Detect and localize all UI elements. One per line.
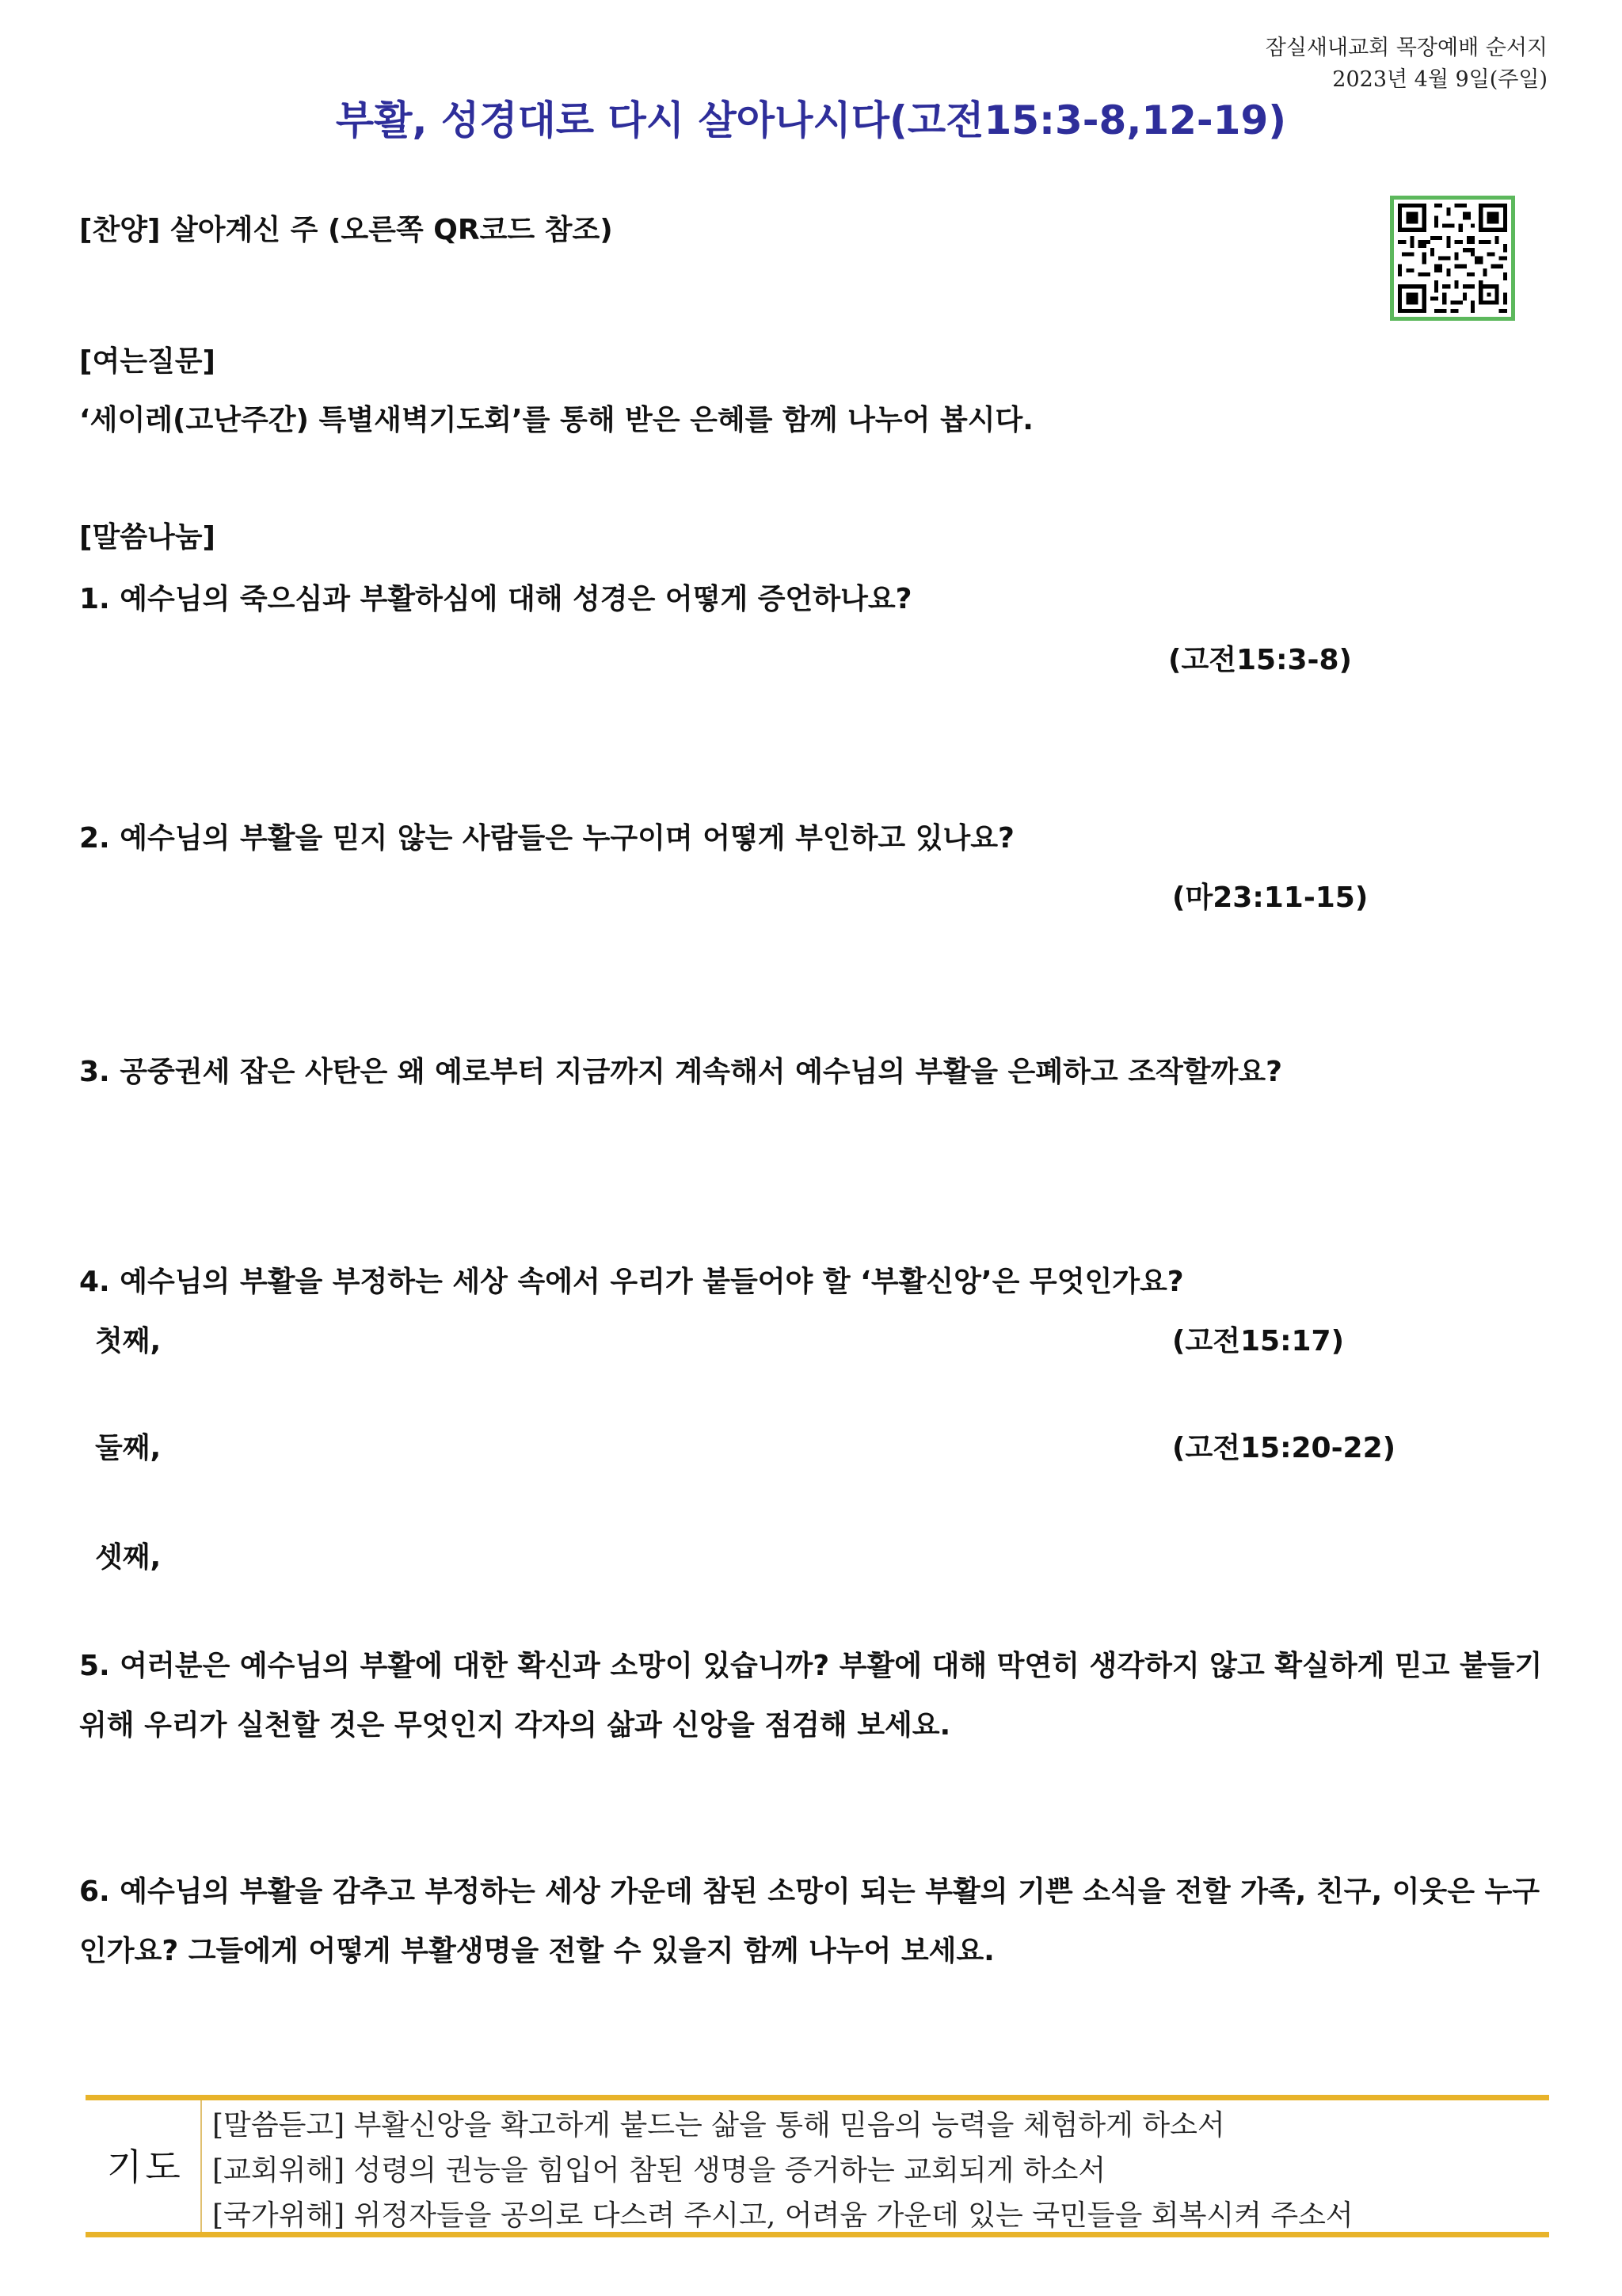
- question-4-third: 셋째,: [95, 1541, 162, 1574]
- header-org-line: 잠실새내교회 목장예배 순서지: [1265, 36, 1548, 60]
- question-2-ref: (마23:11-15): [1172, 881, 1369, 914]
- question-6-line-1: 6. 예수님의 부활을 감추고 부정하는 세상 가운데 참된 소망이 되는 부활의 기쁜 소식을 전할 가족, 친구, 이웃은 누구: [79, 1875, 1540, 1908]
- question-1: 1. 예수님의 죽으심과 부활하심에 대해 성경은 어떻게 증언하나요?: [79, 583, 912, 615]
- qr-code[interactable]: [1390, 196, 1515, 321]
- question-3: 3. 공중권세 잡은 사탄은 왜 예로부터 지금까지 계속해서 예수님의 부활을 은폐하고 조작할까요?: [79, 1056, 1282, 1088]
- question-5-line-2: 위해 우리가 실천할 것은 무엇인지 각자의 삶과 신앙을 점검해 보세요.: [79, 1709, 951, 1742]
- prayer-line-3: [국가위해] 위정자들을 공의로 다스려 주시고, 어려움 가운데 있는 국민들을 회복시켜 주소서: [212, 2199, 1354, 2232]
- question-4: 4. 예수님의 부활을 부정하는 세상 속에서 우리가 붙들어야 할 ‘부활신앙’은 무엇인가요?: [79, 1266, 1184, 1298]
- question-5-line-1: 5. 여러분은 예수님의 부활에 대한 확신과 소망이 있습니까? 부활에 대해 막연히 생각하지 않고 확실하게 믿고 붙들기: [79, 1650, 1543, 1682]
- opening-label: [여는질문]: [79, 345, 216, 378]
- question-1-ref: (고전15:3-8): [1168, 644, 1352, 676]
- praise-label: [찬양]: [79, 214, 161, 246]
- opening-text: ‘세이레(고난주간) 특별새벽기도회’를 통해 받은 은혜를 함께 나누어 봅시다.: [79, 404, 1034, 436]
- page-title: 부활, 성경대로 다시 살아나시다(고전15:3-8,12-19): [335, 97, 1287, 143]
- header-date-line: 2023년 4월 9일(주일): [1332, 67, 1548, 92]
- question-4-second-ref: (고전15:20-22): [1172, 1432, 1396, 1464]
- prayer-divider: [200, 2100, 202, 2232]
- question-4-first-ref: (고전15:17): [1172, 1325, 1345, 1357]
- qr-code-icon: [1394, 200, 1511, 317]
- question-4-second: 둘째,: [95, 1432, 162, 1464]
- praise-text: 살아계신 주 (오른쪽 QR코드 참조): [170, 214, 613, 246]
- prayer-line-2: [교회위해] 성령의 권능을 힘입어 참된 생명을 증거하는 교회되게 하소서: [212, 2154, 1106, 2187]
- sharing-label: [말씀나눔]: [79, 521, 216, 554]
- question-2: 2. 예수님의 부활을 믿지 않는 사람들은 누구이며 어떻게 부인하고 있나요?: [79, 822, 1015, 855]
- question-4-first: 첫째,: [95, 1325, 162, 1357]
- question-6-line-2: 인가요? 그들에게 어떻게 부활생명을 전할 수 있을지 함께 나누어 보세요.: [79, 1935, 995, 1967]
- prayer-line-1: [말씀듣고] 부활신앙을 확고하게 붙드는 삶을 통해 믿음의 능력을 체험하게 하소서: [212, 2109, 1225, 2142]
- prayer-label: 기도: [107, 2146, 184, 2188]
